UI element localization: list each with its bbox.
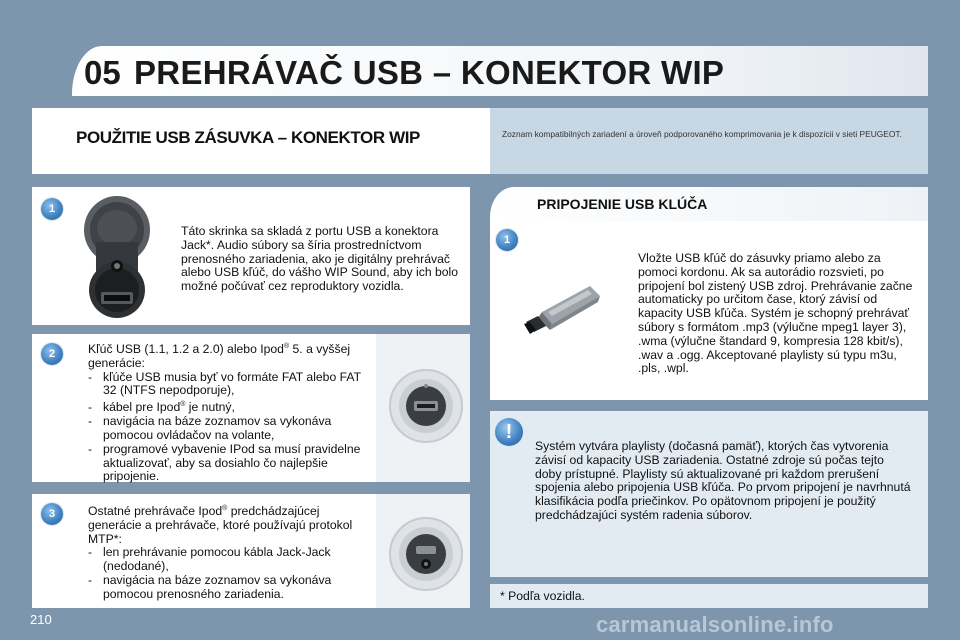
footnote: * Podľa vozidla.	[490, 584, 928, 608]
usb-ipod-intro-rest: 5. a vyššej generácie:	[88, 342, 351, 370]
step-badge-3: 3	[41, 503, 63, 525]
other-players-intro-rest: predchádzajúcej generácie a prehrávače, ktoré používajú protokol MTP*:	[88, 504, 353, 546]
list-item: - navigácia na báze zoznamov sa vykonáva pomocou ovládačov na volante,	[88, 415, 372, 443]
usb-box-description: Táto skrinka sa skladá z portu USB a konektora Jack*. Audio súbory sa šíria prostredníctvom prenosného zariadenia, ako je digitálny prehrávač alebo USB kľúč, do vášho WIP Sound, aby ich bolo možné počúvať cez reproduktory vozidla.	[181, 224, 459, 294]
registered-mark: ®	[283, 343, 290, 350]
usb-ipod-list	[88, 371, 372, 484]
cable-text: kábel pre Ipod	[103, 400, 181, 415]
list-item: - programové vybavenie IPod sa musí pravidelne aktualizovať, aby sa dosiahlo čo najlepšie pripojenie.	[88, 443, 372, 484]
connect-usb-title: PRIPOJENIE USB KLÚČA	[537, 196, 708, 212]
warning-icon: !	[495, 418, 523, 446]
usb-box-photo	[76, 194, 158, 320]
connect-usb-description: Vložte USB kľúč do zásuvky priamo alebo za pomoci kordonu. Ak sa autorádio rozsvieti, po pripojení bol zistený USB zdroj. Prehrávanie začne automaticky po určitom čase, ktorý závisí od kapacity USB kľúča. Systém je schopný prehrávať súbory s formátom .mp3 (výlučne mpeg1 layer 3), .wma (výlučne štandard 9, kompresia 128 kbit/s), .wav a .ogg. Akceptované playlisty sú typu m3u, .pls, .wpl.	[638, 251, 913, 376]
other-players-description	[88, 502, 372, 602]
list-item: - kľúče USB musia byť vo formáte FAT alebo FAT 32 (NTFS nepodporuje),	[88, 371, 372, 399]
other-players-intro: Ostatné prehrávače Ipod	[88, 504, 223, 519]
watermark: carmanualsonline.info	[596, 612, 834, 637]
registered-mark: ®	[222, 505, 228, 512]
step-badge-right-1: 1	[496, 229, 518, 251]
registered-mark: ®	[180, 401, 186, 409]
list-item: - len prehrávanie pomocou kábla Jack-Jack (nedodané),	[88, 546, 372, 574]
compatibility-note: Zoznam kompatibilných zariadení a úroveň podporovaného komprimovania je k dispozícii v sieti PEUGEOT.	[490, 108, 928, 174]
warning-text: Systém vytvára playlisty (dočasná pamäť), ktorých čas vytvorenia závisí od kapacity USB zariadenia. Ostatné zdroje sú počas tejto doby prístupné. Playlisty sú aktualizované pri každom prerušení spojenia alebo pripojenia USB kľúča. Po prvom pripojení je navrhnutá klasifikácia podľa priečinkov. Po opätovnom pripojení je použitý predchádzajúci systém radenia súborov.	[535, 439, 911, 522]
usb-stick-image	[522, 282, 602, 336]
chapter-number: 05	[84, 54, 121, 91]
list-item: - navigácia na báze zoznamov sa vykonáva pomocou prenosného zariadenia.	[88, 574, 372, 602]
step-badge-1: 1	[41, 198, 63, 220]
step-badge-2: 2	[41, 343, 63, 365]
section-title: POUŽITIE USB ZÁSUVKA – KONEKTOR WIP	[76, 128, 420, 147]
chapter-title: PREHRÁVAČ USB – KONEKTOR WIP	[134, 54, 725, 91]
usb-ipod-description	[88, 340, 372, 484]
cable-text-rest: je nutný,	[185, 400, 235, 415]
jack-port-photo	[388, 516, 464, 592]
usb-port-photo	[388, 368, 464, 444]
list-item	[88, 398, 372, 415]
usb-ipod-intro: Kľúč USB (1.1, 1.2 a 2.0) alebo Ipod	[88, 342, 284, 357]
other-players-list	[88, 546, 372, 601]
page-number: 210	[30, 612, 52, 627]
